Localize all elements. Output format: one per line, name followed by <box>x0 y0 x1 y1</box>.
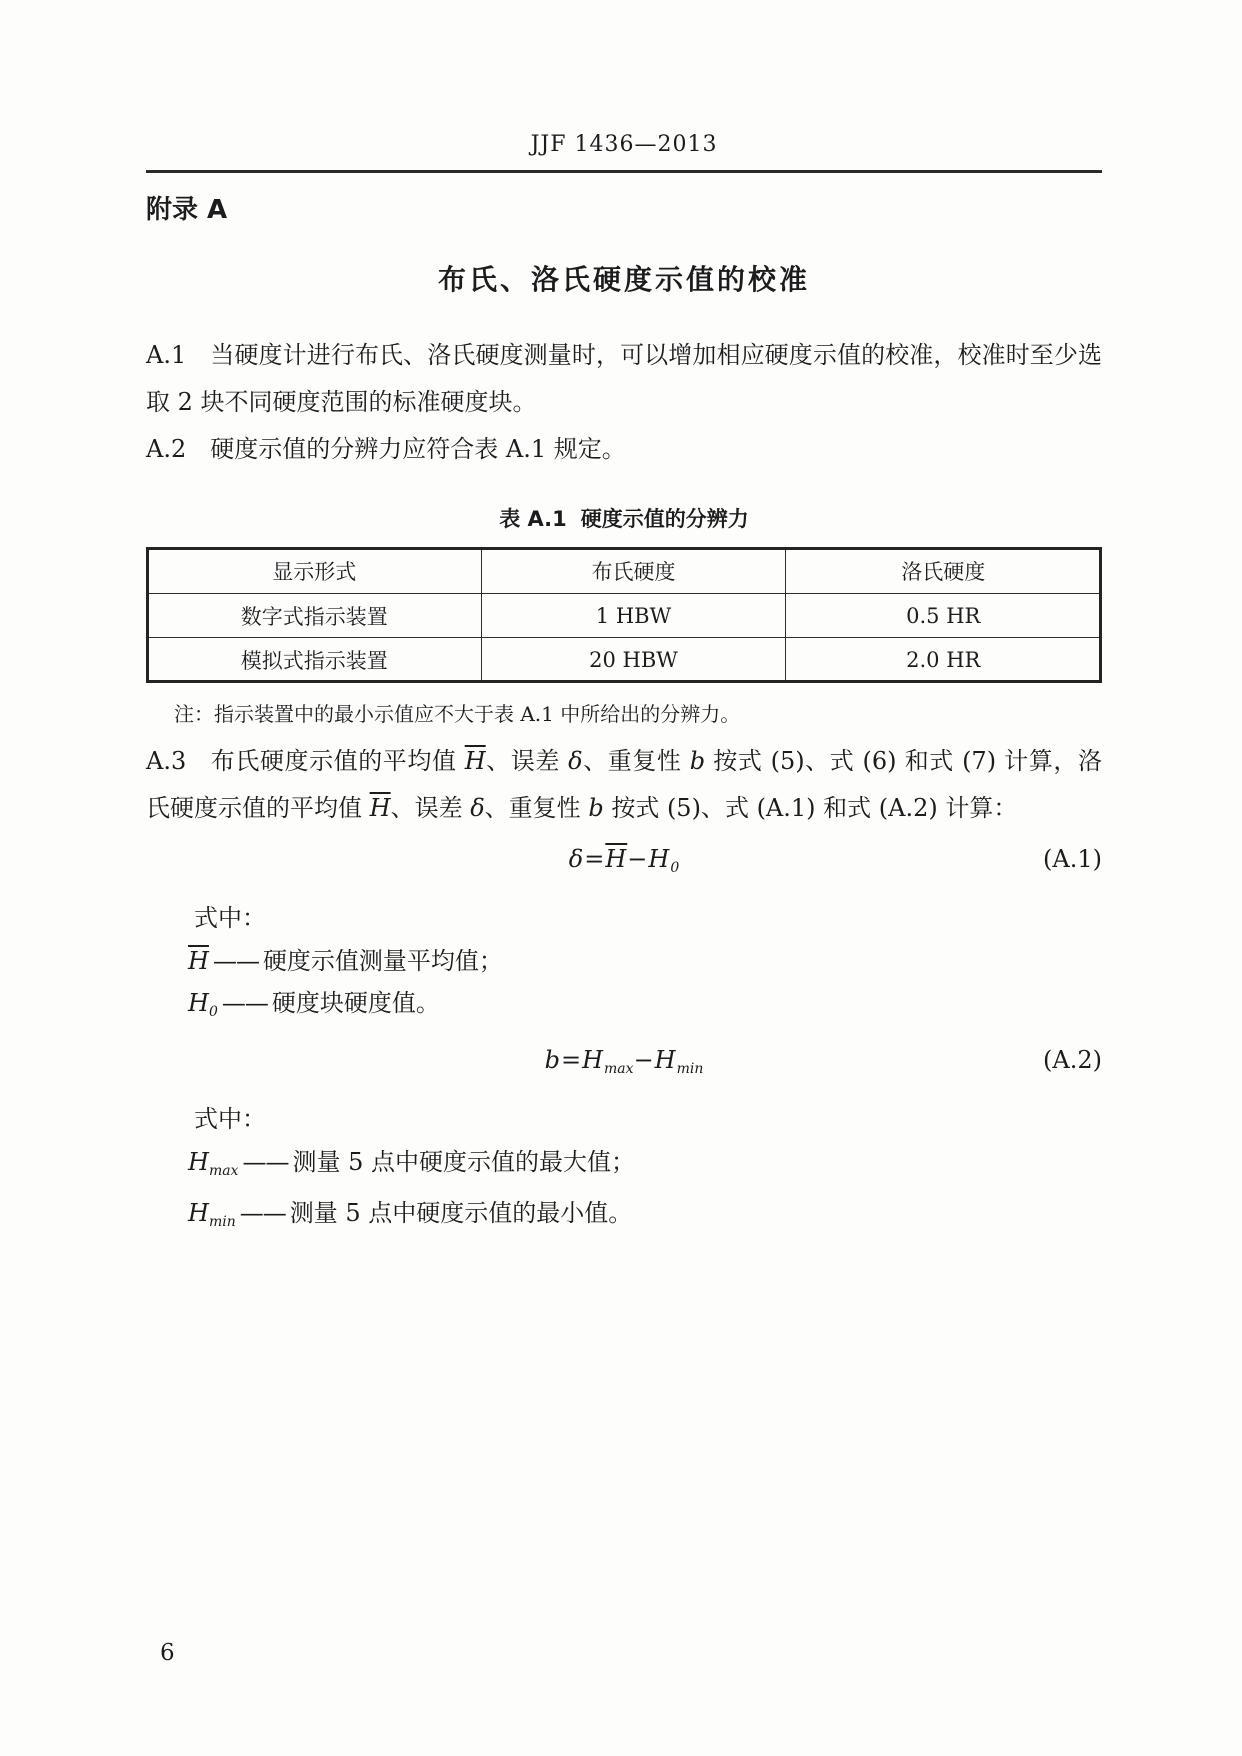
formula-a2-expression <box>544 1046 704 1077</box>
subscript-max: max <box>604 1061 634 1077</box>
h-symbol: H <box>188 1199 209 1227</box>
definition-dash: —— <box>242 1148 289 1176</box>
delta-symbol: δ <box>568 747 583 775</box>
header-cell-rockwell: 洛氏硬度 <box>786 548 1101 594</box>
formula-a1-number: (A.1) <box>1043 845 1102 873</box>
formula-a1 <box>146 836 1102 892</box>
equals-sign: = <box>584 845 606 873</box>
subscript-min: min <box>208 1214 236 1230</box>
clause-a3-seg2: 、误差 <box>485 747 569 775</box>
h-symbol: H <box>648 845 671 873</box>
definition-dash: —— <box>221 989 268 1017</box>
h-bar-symbol: $\overline{H}$ <box>605 845 628 873</box>
definition-dash: —— <box>239 1199 286 1227</box>
clause-a2-label: A.2 <box>146 435 187 463</box>
clause-a3-seg6: 、重复性 <box>484 794 589 822</box>
b-symbol: b <box>544 1046 561 1074</box>
header-cell-display-form: 显示形式 <box>147 548 481 594</box>
cell-digital-indicator: 数字式指示装置 <box>147 594 481 638</box>
cell-analog-indicator: 模拟式指示装置 <box>147 638 481 683</box>
clause-a1-text: 当硬度计进行布氏、洛氏硬度测量时，可以增加相应硬度示值的校准，校准时至少选取 2 块不同硬度范围的标准硬度块。 <box>146 341 1102 416</box>
table-caption-title: 硬度示值的分辨力 <box>580 507 749 531</box>
subscript-zero: 0 <box>208 1004 218 1020</box>
clause-a3-seg1: 布氏硬度示值的平均值 <box>210 747 465 775</box>
cell-digital-brinell: 1 HBW <box>481 594 786 638</box>
definition-hmin <box>188 1192 1102 1243</box>
h-bar-symbol: $\overline{H}$ <box>188 947 209 975</box>
clause-a2-text: 硬度示值的分辨力应符合表 A.1 规定。 <box>210 435 626 463</box>
equals-sign: = <box>560 1046 583 1074</box>
cell-analog-brinell: 20 HBW <box>481 638 786 683</box>
resolution-table <box>146 547 1102 683</box>
clause-a2 <box>146 426 1102 473</box>
h-bar-symbol: $\overline{H}$ <box>464 747 486 775</box>
table-row <box>147 594 1101 638</box>
table-note: 注：指示装置中的最小示值应不大于表 A.1 中所给出的分辨力。 <box>174 702 741 726</box>
formula-a2-number: (A.2) <box>1043 1046 1102 1074</box>
b-symbol: b <box>588 794 604 822</box>
definition-hbar <box>188 940 1102 982</box>
definition-text: 硬度块硬度值。 <box>271 989 440 1017</box>
where-label: 式中： <box>194 904 266 932</box>
formula-a1-expression <box>568 845 680 876</box>
page-title: 布氏、洛氏硬度示值的校准 <box>437 263 810 296</box>
definition-text: 硬度示值测量平均值； <box>262 947 503 975</box>
table-row <box>147 638 1101 683</box>
h-symbol: H <box>654 1046 677 1074</box>
definition-text: 测量 5 点中硬度示值的最大值； <box>292 1148 635 1176</box>
header-rule <box>146 170 1102 173</box>
delta-symbol: δ <box>568 845 585 873</box>
table-caption-label: 表 A.1 <box>499 507 567 531</box>
table-header-row <box>147 548 1101 594</box>
minus-sign: − <box>627 845 649 873</box>
h-symbol: H <box>582 1046 605 1074</box>
definition-dash: —— <box>212 947 259 975</box>
page-number: 6 <box>160 1640 175 1666</box>
cell-digital-rockwell: 0.5 HR <box>786 594 1101 638</box>
clause-a3-seg3: 、重复性 <box>582 747 690 775</box>
definition-hmax <box>188 1141 1102 1192</box>
appendix-label: 附录 A <box>146 195 228 225</box>
clause-a1 <box>146 332 1102 426</box>
definition-text: 测量 5 点中硬度示值的最小值。 <box>289 1199 633 1227</box>
subscript-zero: 0 <box>670 860 680 876</box>
clause-a3-seg7: 按式 (5)、式 (A.1) 和式 (A.2) 计算： <box>603 794 1018 822</box>
subscript-min: min <box>676 1061 704 1077</box>
subscript-max: max <box>208 1163 239 1179</box>
table-caption <box>146 503 1102 533</box>
definition-h0 <box>188 982 1102 1033</box>
cell-analog-rockwell: 2.0 HR <box>786 638 1101 683</box>
clause-a1-label: A.1 <box>146 341 187 369</box>
clause-a3 <box>146 738 1102 832</box>
minus-sign: − <box>633 1046 655 1074</box>
delta-symbol: δ <box>470 794 485 822</box>
b-symbol: b <box>689 747 706 775</box>
where-label: 式中： <box>194 1105 266 1133</box>
h-bar-symbol: $\overline{H}$ <box>369 794 391 822</box>
h-symbol: H <box>188 989 209 1017</box>
standard-code: JJF 1436—2013 <box>530 132 718 157</box>
formula-a2 <box>146 1037 1102 1093</box>
header-cell-brinell: 布氏硬度 <box>481 548 786 594</box>
clause-a3-seg5: 、误差 <box>390 794 471 822</box>
clause-a3-seg4: 按式 (5)、式 (6) 和式 (7) 计算，洛氏硬度示值的平均值 <box>146 747 1102 822</box>
h-symbol: H <box>188 1148 209 1176</box>
clause-a3-label: A.3 <box>146 747 187 775</box>
